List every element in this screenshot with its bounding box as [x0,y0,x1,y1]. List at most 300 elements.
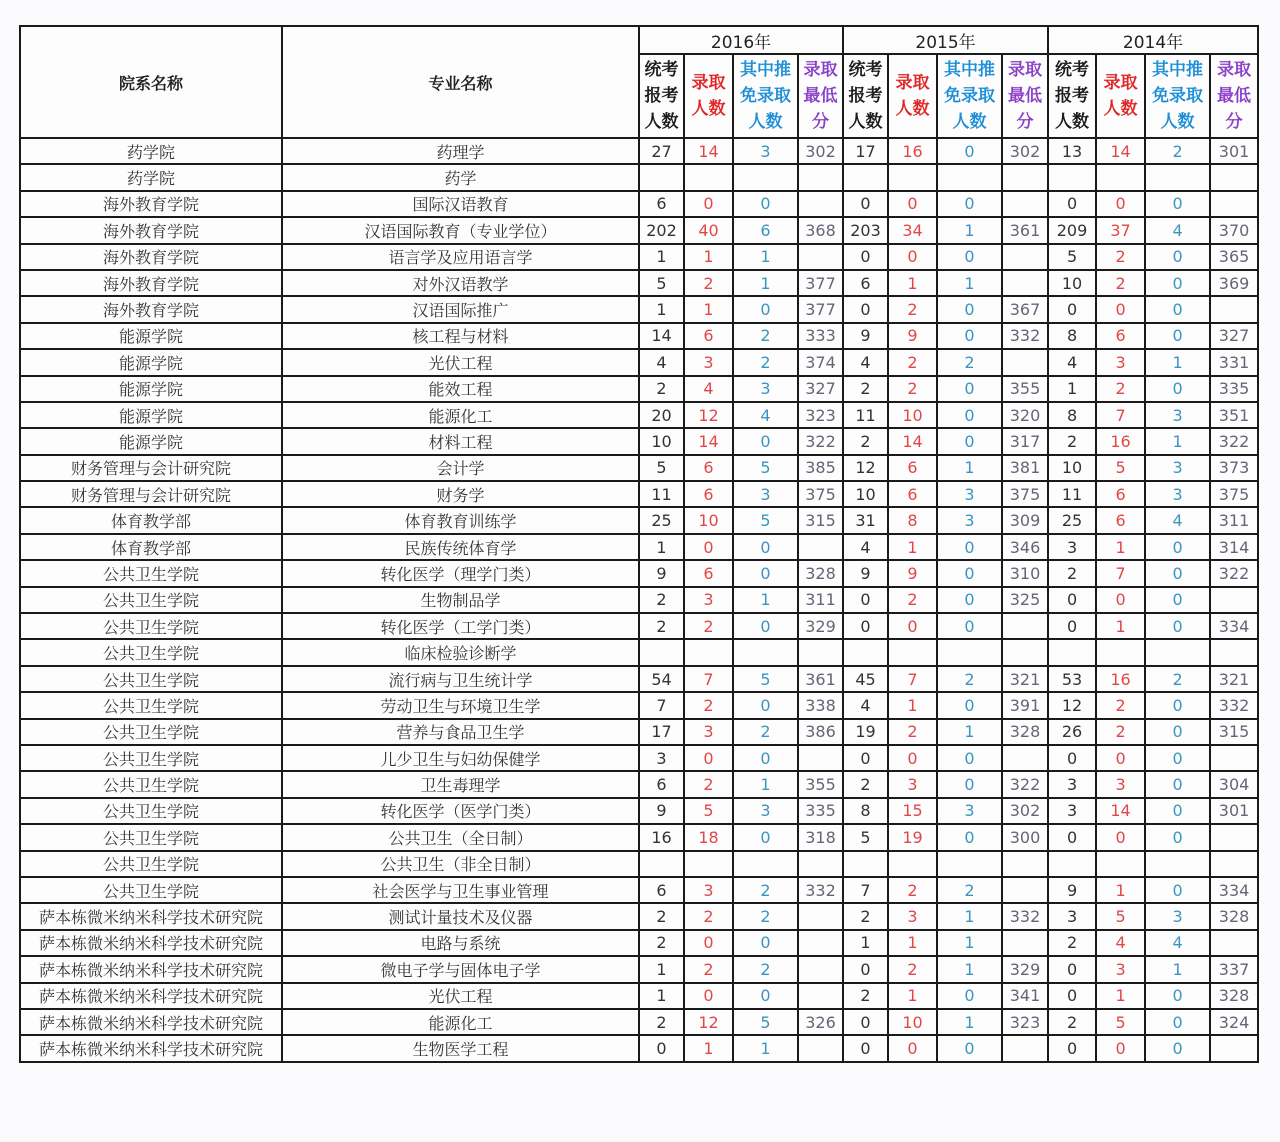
year-header-2015: 2015年 [843,26,1048,54]
value-cell: 0 [1048,983,1096,1009]
value-cell [1096,851,1145,877]
value-cell: 323 [1002,1009,1048,1035]
value-cell: 1 [937,956,1002,982]
value-cell: 0 [1145,270,1210,296]
value-cell: 5 [639,455,684,481]
value-cell: 14 [684,138,733,164]
value-cell: 6 [888,481,937,507]
value-cell: 0 [937,983,1002,1009]
major-cell: 营养与食品卫生学 [282,719,639,745]
dept-cell: 公共卫生学院 [20,560,282,586]
value-cell: 2 [639,930,684,956]
value-cell: 0 [937,771,1002,797]
value-cell: 318 [798,824,843,850]
table-row [20,771,1258,797]
value-cell: 0 [1048,1035,1096,1061]
table-row [20,983,1258,1009]
value-cell: 0 [937,191,1002,217]
value-cell: 328 [1002,719,1048,745]
sub-header-line: 报考 [644,86,679,106]
value-cell: 0 [733,428,798,454]
value-cell: 53 [1048,666,1096,692]
table-row [20,851,1258,877]
value-cell: 0 [639,1035,684,1061]
dept-cell: 药学院 [20,138,282,164]
value-cell: 5 [733,1009,798,1035]
value-cell: 346 [1002,534,1048,560]
value-cell: 0 [1145,983,1210,1009]
value-cell: 7 [888,666,937,692]
value-cell: 6 [1096,323,1145,349]
value-cell: 304 [1210,771,1258,797]
value-cell: 5 [733,455,798,481]
value-cell: 0 [937,376,1002,402]
major-cell: 社会医学与卫生事业管理 [282,877,639,903]
value-cell: 0 [1145,877,1210,903]
table-row [20,534,1258,560]
value-cell: 10 [684,507,733,533]
value-cell: 8 [888,507,937,533]
value-cell: 0 [733,560,798,586]
dept-cell: 体育教学部 [20,534,282,560]
value-cell [1145,851,1210,877]
value-cell: 351 [1210,402,1258,428]
value-cell: 327 [1210,323,1258,349]
sub-header-line: 录取 [1103,73,1138,93]
value-cell: 302 [1002,138,1048,164]
value-cell: 2 [888,376,937,402]
sub-header-line: 人数 [848,112,883,132]
value-cell: 1 [684,244,733,270]
value-cell [888,164,937,190]
sub-header-2015-0 [843,54,888,138]
value-cell: 4 [843,534,888,560]
dept-cell: 能源学院 [20,323,282,349]
value-cell [1002,745,1048,771]
value-cell: 0 [937,428,1002,454]
value-cell: 9 [1048,877,1096,903]
value-cell: 7 [1096,402,1145,428]
value-cell [1048,639,1096,665]
value-cell: 0 [733,745,798,771]
value-cell: 2 [639,613,684,639]
value-cell: 0 [843,587,888,613]
table-row [20,244,1258,270]
value-cell: 0 [1145,560,1210,586]
value-cell: 1 [733,270,798,296]
dept-cell: 公共卫生学院 [20,639,282,665]
value-cell: 0 [843,613,888,639]
value-cell: 1 [1096,877,1145,903]
dept-cell: 能源学院 [20,428,282,454]
table-row [20,217,1258,243]
value-cell: 3 [1048,534,1096,560]
value-cell: 367 [1002,296,1048,322]
value-cell: 0 [843,244,888,270]
table-row [20,296,1258,322]
dept-cell: 海外教育学院 [20,244,282,270]
value-cell: 1 [733,244,798,270]
value-cell: 0 [1145,296,1210,322]
dept-cell: 能源学院 [20,376,282,402]
major-cell: 能源化工 [282,1009,639,1035]
value-cell [639,164,684,190]
table-row [20,877,1258,903]
value-cell: 0 [937,138,1002,164]
major-cell: 汉语国际教育（专业学位） [282,217,639,243]
value-cell: 0 [1096,1035,1145,1061]
value-cell [1096,639,1145,665]
sub-header-2015-3 [1002,54,1048,138]
value-cell [798,244,843,270]
value-cell: 317 [1002,428,1048,454]
dept-cell: 萨本栋微米纳米科学技术研究院 [20,956,282,982]
value-cell [1210,639,1258,665]
value-cell: 2 [937,877,1002,903]
dept-cell: 公共卫生学院 [20,719,282,745]
table-row [20,824,1258,850]
value-cell: 203 [843,217,888,243]
value-cell: 0 [1145,1035,1210,1061]
value-cell: 3 [639,745,684,771]
sub-header-line: 人数 [1103,99,1138,119]
value-cell: 1 [888,270,937,296]
value-cell: 14 [1096,798,1145,824]
value-cell: 14 [888,428,937,454]
value-cell: 3 [733,481,798,507]
value-cell: 5 [1096,1009,1145,1035]
value-cell: 2 [1096,719,1145,745]
value-cell: 2 [888,296,937,322]
major-cell: 卫生毒理学 [282,771,639,797]
value-cell: 4 [843,349,888,375]
value-cell: 14 [639,323,684,349]
value-cell: 0 [733,296,798,322]
dept-cell: 公共卫生学院 [20,798,282,824]
value-cell: 326 [798,1009,843,1035]
value-cell: 5 [684,798,733,824]
dept-cell: 公共卫生学院 [20,613,282,639]
major-cell: 语言学及应用语言学 [282,244,639,270]
value-cell [639,639,684,665]
value-cell: 4 [1096,930,1145,956]
major-cell: 劳动卫生与环境卫生学 [282,692,639,718]
value-cell: 334 [1210,613,1258,639]
value-cell: 9 [843,560,888,586]
value-cell: 6 [1096,481,1145,507]
value-cell: 355 [1002,376,1048,402]
value-cell: 0 [1096,824,1145,850]
value-cell: 391 [1002,692,1048,718]
value-cell: 1 [888,534,937,560]
major-cell: 材料工程 [282,428,639,454]
value-cell: 7 [639,692,684,718]
value-cell: 6 [684,323,733,349]
value-cell: 5 [1096,455,1145,481]
value-cell: 12 [1048,692,1096,718]
table-row [20,270,1258,296]
value-cell: 3 [937,507,1002,533]
value-cell: 0 [843,1035,888,1061]
value-cell: 16 [1096,666,1145,692]
value-cell: 9 [639,798,684,824]
value-cell: 5 [733,507,798,533]
value-cell [1210,587,1258,613]
value-cell: 8 [1048,402,1096,428]
value-cell: 322 [1210,560,1258,586]
value-cell [798,745,843,771]
value-cell: 6 [639,877,684,903]
value-cell [937,639,1002,665]
value-cell [1210,1035,1258,1061]
major-cell: 公共卫生（全日制） [282,824,639,850]
value-cell: 0 [937,824,1002,850]
value-cell: 1 [888,983,937,1009]
dept-cell: 公共卫生学院 [20,771,282,797]
value-cell: 1 [639,244,684,270]
dept-cell: 药学院 [20,164,282,190]
value-cell: 314 [1210,534,1258,560]
value-cell: 0 [1145,1009,1210,1035]
value-cell [937,164,1002,190]
value-cell: 0 [888,1035,937,1061]
table-row [20,639,1258,665]
value-cell: 0 [937,296,1002,322]
sub-header-line: 其中推 [1152,60,1204,80]
sub-header-2016-3 [798,54,843,138]
major-cell: 流行病与卫生统计学 [282,666,639,692]
value-cell: 0 [1145,745,1210,771]
value-cell: 1 [639,296,684,322]
value-cell [1210,191,1258,217]
value-cell: 2 [684,692,733,718]
value-cell: 1 [937,217,1002,243]
value-cell [1210,296,1258,322]
value-cell: 1 [733,771,798,797]
value-cell: 0 [937,402,1002,428]
major-cell: 国际汉语教育 [282,191,639,217]
value-cell: 311 [1210,507,1258,533]
value-cell: 19 [843,719,888,745]
major-cell: 测试计量技术及仪器 [282,903,639,929]
value-cell: 0 [888,244,937,270]
value-cell: 0 [733,191,798,217]
value-cell: 2 [733,903,798,929]
value-cell: 4 [1048,349,1096,375]
sub-header-line: 最低 [1008,86,1043,106]
value-cell: 1 [888,692,937,718]
value-cell: 4 [639,349,684,375]
value-cell: 0 [937,745,1002,771]
value-cell: 373 [1210,455,1258,481]
dept-cell: 公共卫生学院 [20,851,282,877]
value-cell: 19 [888,824,937,850]
dept-cell: 公共卫生学院 [20,587,282,613]
value-cell: 2 [733,719,798,745]
sub-header-2016-0 [639,54,684,138]
value-cell: 4 [1145,217,1210,243]
value-cell: 0 [843,191,888,217]
value-cell: 2 [888,956,937,982]
value-cell [1002,877,1048,903]
dept-cell: 财务管理与会计研究院 [20,481,282,507]
value-cell: 325 [1002,587,1048,613]
value-cell: 332 [798,877,843,903]
value-cell: 6 [1096,507,1145,533]
value-cell: 7 [1096,560,1145,586]
value-cell: 1 [1096,983,1145,1009]
value-cell: 0 [1096,191,1145,217]
value-cell: 0 [937,692,1002,718]
value-cell: 361 [1002,217,1048,243]
value-cell: 0 [888,745,937,771]
value-cell: 3 [937,798,1002,824]
value-cell: 3 [888,771,937,797]
major-cell: 光伏工程 [282,983,639,1009]
value-cell: 2 [888,349,937,375]
dept-cell: 萨本栋微米纳米科学技术研究院 [20,930,282,956]
value-cell: 8 [1048,323,1096,349]
table-row [20,349,1258,375]
value-cell: 0 [684,534,733,560]
value-cell: 12 [843,455,888,481]
value-cell: 2 [937,666,1002,692]
value-cell: 2 [639,1009,684,1035]
value-cell: 1 [937,270,1002,296]
major-cell: 生物医学工程 [282,1035,639,1061]
value-cell: 0 [937,613,1002,639]
value-cell [1210,930,1258,956]
value-cell: 0 [1096,745,1145,771]
value-cell: 0 [1048,296,1096,322]
value-cell: 4 [733,402,798,428]
value-cell: 337 [1210,956,1258,982]
value-cell [733,639,798,665]
value-cell: 11 [639,481,684,507]
value-cell [1210,824,1258,850]
value-cell: 3 [733,376,798,402]
value-cell: 375 [1210,481,1258,507]
value-cell: 368 [798,217,843,243]
major-cell: 核工程与材料 [282,323,639,349]
sub-header-line: 人数 [1160,112,1195,132]
value-cell [1002,270,1048,296]
major-cell: 电路与系统 [282,930,639,956]
value-cell: 7 [843,877,888,903]
table-row [20,719,1258,745]
value-cell: 6 [733,217,798,243]
value-cell: 0 [1145,771,1210,797]
value-cell: 0 [684,191,733,217]
value-cell: 315 [1210,719,1258,745]
value-cell: 15 [888,798,937,824]
major-cell: 生物制品学 [282,587,639,613]
value-cell: 2 [684,270,733,296]
value-cell: 0 [1096,296,1145,322]
value-cell: 0 [1145,613,1210,639]
dept-cell: 萨本栋微米纳米科学技术研究院 [20,983,282,1009]
value-cell: 322 [1002,771,1048,797]
value-cell: 0 [937,244,1002,270]
value-cell [639,851,684,877]
value-cell: 381 [1002,455,1048,481]
value-cell [733,164,798,190]
value-cell: 2 [733,877,798,903]
value-cell: 1 [639,534,684,560]
value-cell: 311 [798,587,843,613]
value-cell: 16 [639,824,684,850]
value-cell: 341 [1002,983,1048,1009]
value-cell: 0 [937,1035,1002,1061]
value-cell [937,851,1002,877]
major-cell: 临床检验诊断学 [282,639,639,665]
value-cell: 3 [1048,903,1096,929]
value-cell: 0 [937,323,1002,349]
sub-header-line: 人数 [748,112,783,132]
value-cell: 2 [1048,560,1096,586]
sub-header-line: 报考 [848,86,883,106]
dept-header: 院系名称 [20,26,282,138]
value-cell: 17 [639,719,684,745]
value-cell: 2 [1145,138,1210,164]
value-cell: 2 [684,956,733,982]
sub-header-line: 人数 [952,112,987,132]
value-cell: 3 [1145,402,1210,428]
value-cell: 12 [684,1009,733,1035]
value-cell: 54 [639,666,684,692]
value-cell: 6 [684,455,733,481]
value-cell: 0 [733,983,798,1009]
major-cell: 转化医学（医学门类） [282,798,639,824]
table-row [20,323,1258,349]
sub-header-line: 分 [1225,112,1243,132]
value-cell [684,164,733,190]
value-cell: 327 [798,376,843,402]
value-cell: 2 [684,903,733,929]
value-cell [1048,851,1096,877]
sub-header-line: 录取 [803,60,838,80]
value-cell: 2 [843,376,888,402]
value-cell: 0 [1145,244,1210,270]
value-cell: 10 [843,481,888,507]
value-cell: 321 [1002,666,1048,692]
value-cell: 2 [733,956,798,982]
value-cell: 2 [1096,270,1145,296]
value-cell [1002,613,1048,639]
value-cell [684,851,733,877]
value-cell: 0 [1048,587,1096,613]
value-cell: 0 [1096,587,1145,613]
value-cell: 9 [639,560,684,586]
sub-header-line: 免录取 [1152,86,1204,106]
value-cell [1002,164,1048,190]
value-cell: 2 [1048,428,1096,454]
value-cell: 0 [1048,956,1096,982]
value-cell: 369 [1210,270,1258,296]
value-cell: 375 [1002,481,1048,507]
value-cell: 2 [843,771,888,797]
major-cell: 儿少卫生与妇幼保健学 [282,745,639,771]
sub-header-line: 报考 [1055,86,1090,106]
value-cell: 3 [1145,481,1210,507]
major-cell: 转化医学（理学门类） [282,560,639,586]
value-cell [1002,639,1048,665]
value-cell: 0 [888,613,937,639]
value-cell: 0 [1048,191,1096,217]
table-row [20,745,1258,771]
value-cell: 321 [1210,666,1258,692]
value-cell: 332 [1210,692,1258,718]
